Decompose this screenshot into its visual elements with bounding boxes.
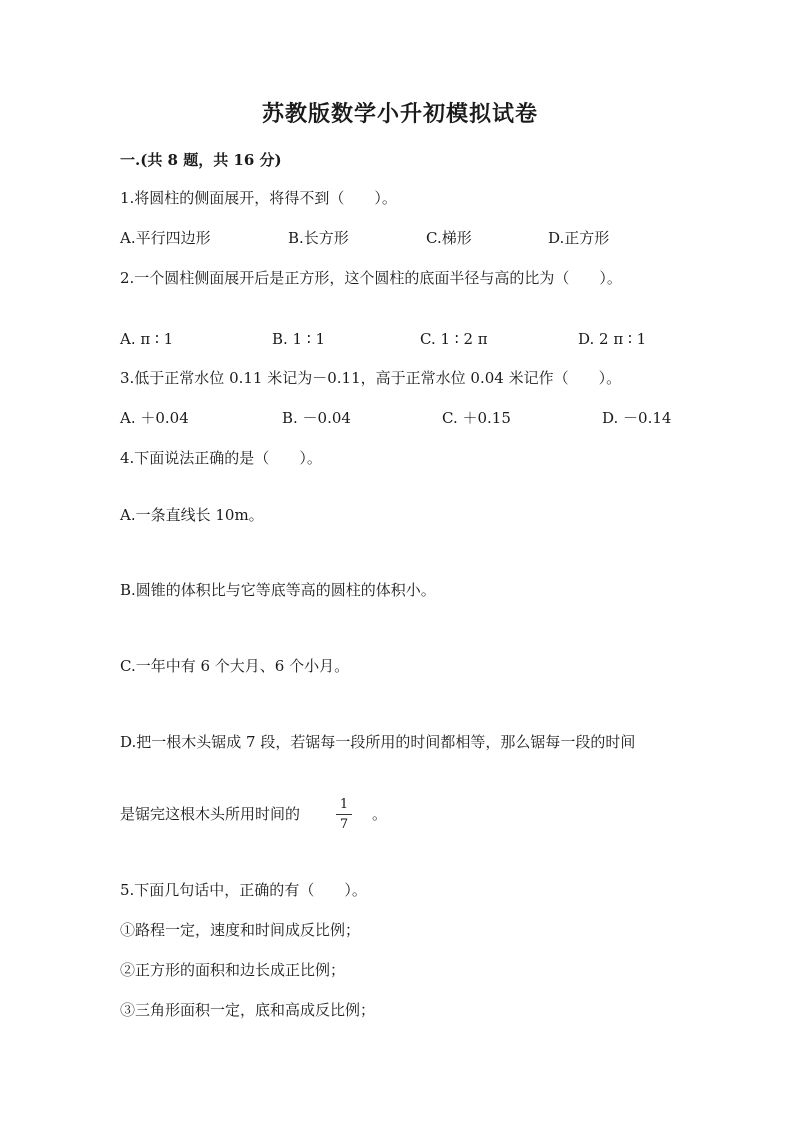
question-1-option-b: B.长方形 — [288, 229, 349, 247]
question-5-stem: 5.下面几句话中，正确的有（ ）。 — [120, 881, 367, 899]
question-4-option-d-end: 。 — [372, 805, 388, 823]
question-2-option-d: D. 2 π ∶ 1 — [578, 330, 647, 348]
question-4-option-b: B.圆锥的体积比与它等底等高的圆柱的体积小。 — [120, 581, 436, 599]
question-4-option-a: A.一条直线长 10m。 — [120, 506, 264, 524]
question-2-stem: 2.一个圆柱侧面展开后是正方形，这个圆柱的底面半径与高的比为（ ）。 — [120, 269, 622, 287]
fraction-denominator: 7 — [339, 817, 349, 832]
fraction-numerator: 1 — [339, 797, 349, 812]
question-3-option-c: C. ＋0.15 — [442, 409, 511, 427]
question-1-option-d: D.正方形 — [548, 229, 610, 247]
question-4-option-c: C.一年中有 6 个大月、6 个小月。 — [120, 657, 350, 675]
question-1-option-c: C.梯形 — [426, 229, 472, 247]
question-3-stem: 3.低于正常水位 0.11 米记为－0.11，高于正常水位 0.04 米记作（ ）。 — [120, 369, 622, 387]
section-header: 一.(共 8 题，共 16 分) — [120, 151, 282, 169]
question-5-statement-2: ②正方形的面积和边长成正比例； — [120, 961, 346, 979]
question-4-option-d-line2: 是锯完这根木头所用时间的 — [120, 805, 301, 823]
fraction-one-seventh — [336, 797, 352, 832]
question-1-option-a: A.平行四边形 — [120, 229, 211, 247]
question-3-option-a: A. ＋0.04 — [120, 409, 189, 427]
question-2-option-b: B. 1 ∶ 1 — [272, 330, 326, 348]
question-3-option-d: D. －0.14 — [602, 409, 672, 427]
page-title: 苏教版数学小升初模拟试卷 — [261, 101, 538, 127]
question-5-statement-1: ①路程一定，速度和时间成反比例； — [120, 921, 361, 939]
question-2-option-c: C. 1 ∶ 2 π — [420, 330, 488, 348]
question-2-option-a: A. π ∶ 1 — [120, 330, 174, 348]
question-1-stem: 1.将圆柱的侧面展开，将得不到（ ）。 — [120, 189, 397, 207]
question-3-option-b: B. －0.04 — [282, 409, 351, 427]
question-4-option-d-line1: D.把一根木头锯成 7 段，若锯每一段所用的时间都相等，那么锯每一段的时间 — [120, 733, 636, 751]
question-5-statement-3: ③三角形面积一定，底和高成反比例； — [120, 1001, 376, 1019]
question-4-stem: 4.下面说法正确的是（ ）。 — [120, 449, 322, 467]
fraction-bar — [336, 814, 352, 815]
